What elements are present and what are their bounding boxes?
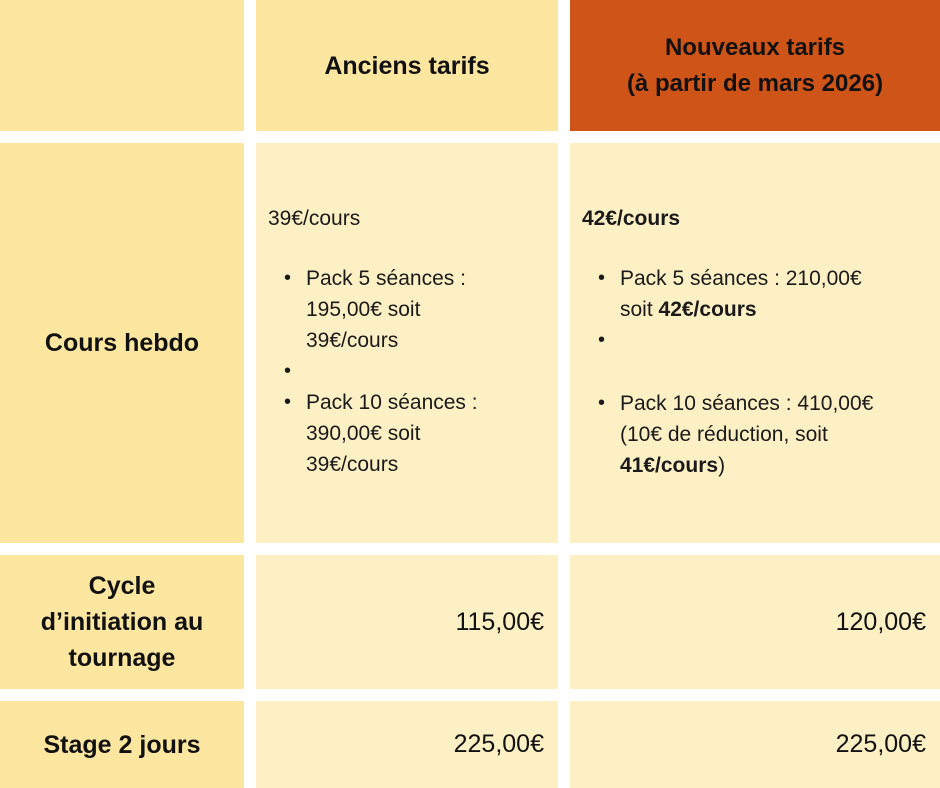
old-prices-header — [256, 0, 558, 131]
cycle-label-line3: tournage — [68, 644, 176, 672]
old-pack5-line1: • Pack 5 séances : — [306, 267, 466, 290]
new-pack10-line1: • Pack 10 séances : 410,00€ — [620, 392, 874, 415]
old-pack-5 — [306, 263, 544, 356]
new-pack5-prefix: soit — [620, 298, 659, 321]
cycle-label-line1: Cycle — [88, 572, 156, 600]
old-packs-list — [268, 263, 544, 480]
row-label-cours-hebdo — [0, 143, 244, 543]
new-packs-list — [582, 263, 926, 481]
stage-old-price: 225,00€ — [453, 730, 544, 758]
cours-hebdo-new-cell — [570, 143, 940, 543]
new-pack-10 — [620, 388, 926, 481]
stage-old-cell — [256, 701, 558, 788]
old-pack10-line3: 39€/cours — [306, 453, 399, 476]
new-pack-5 — [620, 263, 926, 325]
new-pack10-line3 — [620, 450, 926, 481]
cycle-new-cell — [570, 555, 940, 689]
new-prices-header — [570, 0, 940, 131]
spacer — [620, 325, 926, 388]
stage-label: Stage 2 jours — [43, 730, 201, 759]
new-pack10-line2: (10€ de réduction, soit — [620, 423, 828, 446]
cours-hebdo-old-cell — [256, 143, 558, 543]
cycle-old-cell — [256, 555, 558, 689]
old-base-price: 39€/cours — [268, 207, 361, 230]
new-pack10-suffix: ) — [718, 454, 726, 477]
old-pack-10 — [306, 387, 544, 480]
stage-new-price: 225,00€ — [835, 730, 926, 758]
cycle-label-line2: d’initiation au — [40, 608, 204, 636]
new-pack5-line2 — [620, 294, 926, 325]
new-prices-date: (à partir de mars 2026) — [626, 69, 884, 97]
row-label-cycle — [0, 555, 244, 689]
new-base-price-value: 42€/cours — [582, 207, 681, 230]
old-pack5-line2: 195,00€ soit — [306, 298, 421, 321]
row-label-stage — [0, 701, 244, 788]
spacer — [306, 356, 544, 387]
cycle-old-price: 115,00€ — [455, 607, 544, 636]
stage-new-cell — [570, 701, 940, 788]
new-prices-title: Nouveaux tarifs — [664, 33, 846, 61]
new-pack5-per-course: 42€/cours — [658, 298, 757, 321]
old-pack10-line1: • Pack 10 séances : — [306, 391, 478, 414]
old-pack5-line3: 39€/cours — [306, 329, 399, 352]
cycle-new-price: 120,00€ — [835, 607, 926, 636]
corner-cell — [0, 0, 244, 131]
new-base-price — [582, 203, 926, 234]
cours-hebdo-label: Cours hebdo — [44, 329, 200, 357]
new-pack10-per-course: 41€/cours — [620, 454, 719, 477]
old-pack10-line2: 390,00€ soit — [306, 422, 421, 445]
old-prices-title: Anciens tarifs — [324, 51, 490, 80]
new-pack5-line1: • Pack 5 séances : 210,00€ — [620, 267, 862, 290]
